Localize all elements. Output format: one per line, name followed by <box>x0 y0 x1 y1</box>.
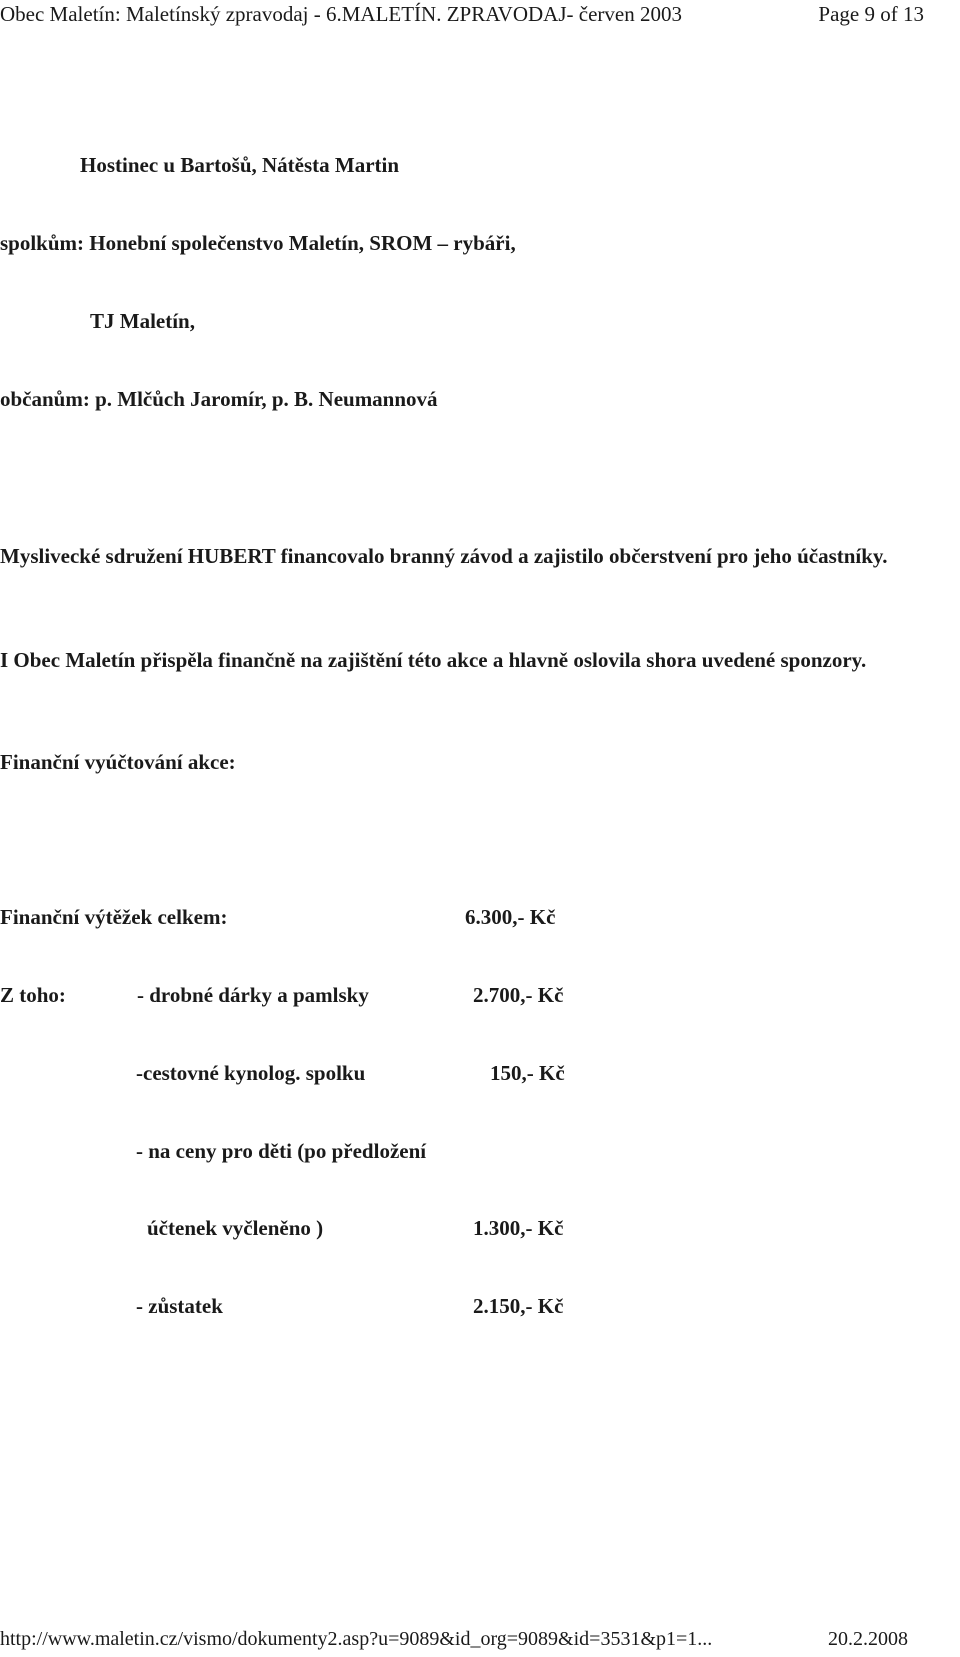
finance-row-value: 2.150,- Kč <box>473 1294 564 1318</box>
sponsor-line-spolkum: spolkům: Honební společenstvo Maletín, SROM – rybáři, <box>0 231 516 255</box>
finance-row-label: účtenek vyčleněno ) <box>147 1216 324 1240</box>
header-title: Obec Maletín: Maletínský zpravodaj - 6.MALETÍN. ZPRAVODAJ- červen 2003 <box>0 2 682 26</box>
page-number: Page 9 of 13 <box>818 2 924 26</box>
finance-row-label: - na ceny pro děti (po předložení <box>136 1139 427 1163</box>
paragraph-hubert: Myslivecké sdružení HUBERT financovalo branný závod a zajistilo občerstvení pro jeho účastníky. <box>0 544 888 568</box>
finance-row-value: 2.700,- Kč <box>473 983 564 1007</box>
finance-row-value: 1.300,- Kč <box>473 1216 564 1240</box>
paragraph-obec: I Obec Maletín přispěla finančně na zajištění této akce a hlavně oslovila shora uvedené sponzory. <box>0 648 867 672</box>
sponsor-line-tj: TJ Maletín, <box>90 309 195 333</box>
finance-section-title: Finanční vyúčtování akce: <box>0 750 236 774</box>
finance-row-label: - zůstatek <box>136 1294 223 1318</box>
finance-row-label: -cestovné kynolog. spolku <box>136 1061 366 1085</box>
footer-url: http://www.maletin.cz/vismo/dokumenty2.asp?u=9089&id_org=9089&id=3531&p1=1... <box>0 1628 713 1650</box>
footer-date: 20.2.2008 <box>828 1628 908 1650</box>
finance-row-value: 150,- Kč <box>490 1061 565 1085</box>
sponsor-line-hostinec: Hostinec u Bartošů, Nátěsta Martin <box>80 153 400 177</box>
finance-total-value: 6.300,- Kč <box>465 905 556 929</box>
finance-of-which-label: Z toho: <box>0 983 66 1007</box>
finance-row-label: - drobné dárky a pamlsky <box>137 983 369 1007</box>
finance-total-label: Finanční výtěžek celkem: <box>0 905 228 929</box>
sponsor-line-obcanum: občanům: p. Mlčůch Jaromír, p. B. Neumannová <box>0 387 438 411</box>
